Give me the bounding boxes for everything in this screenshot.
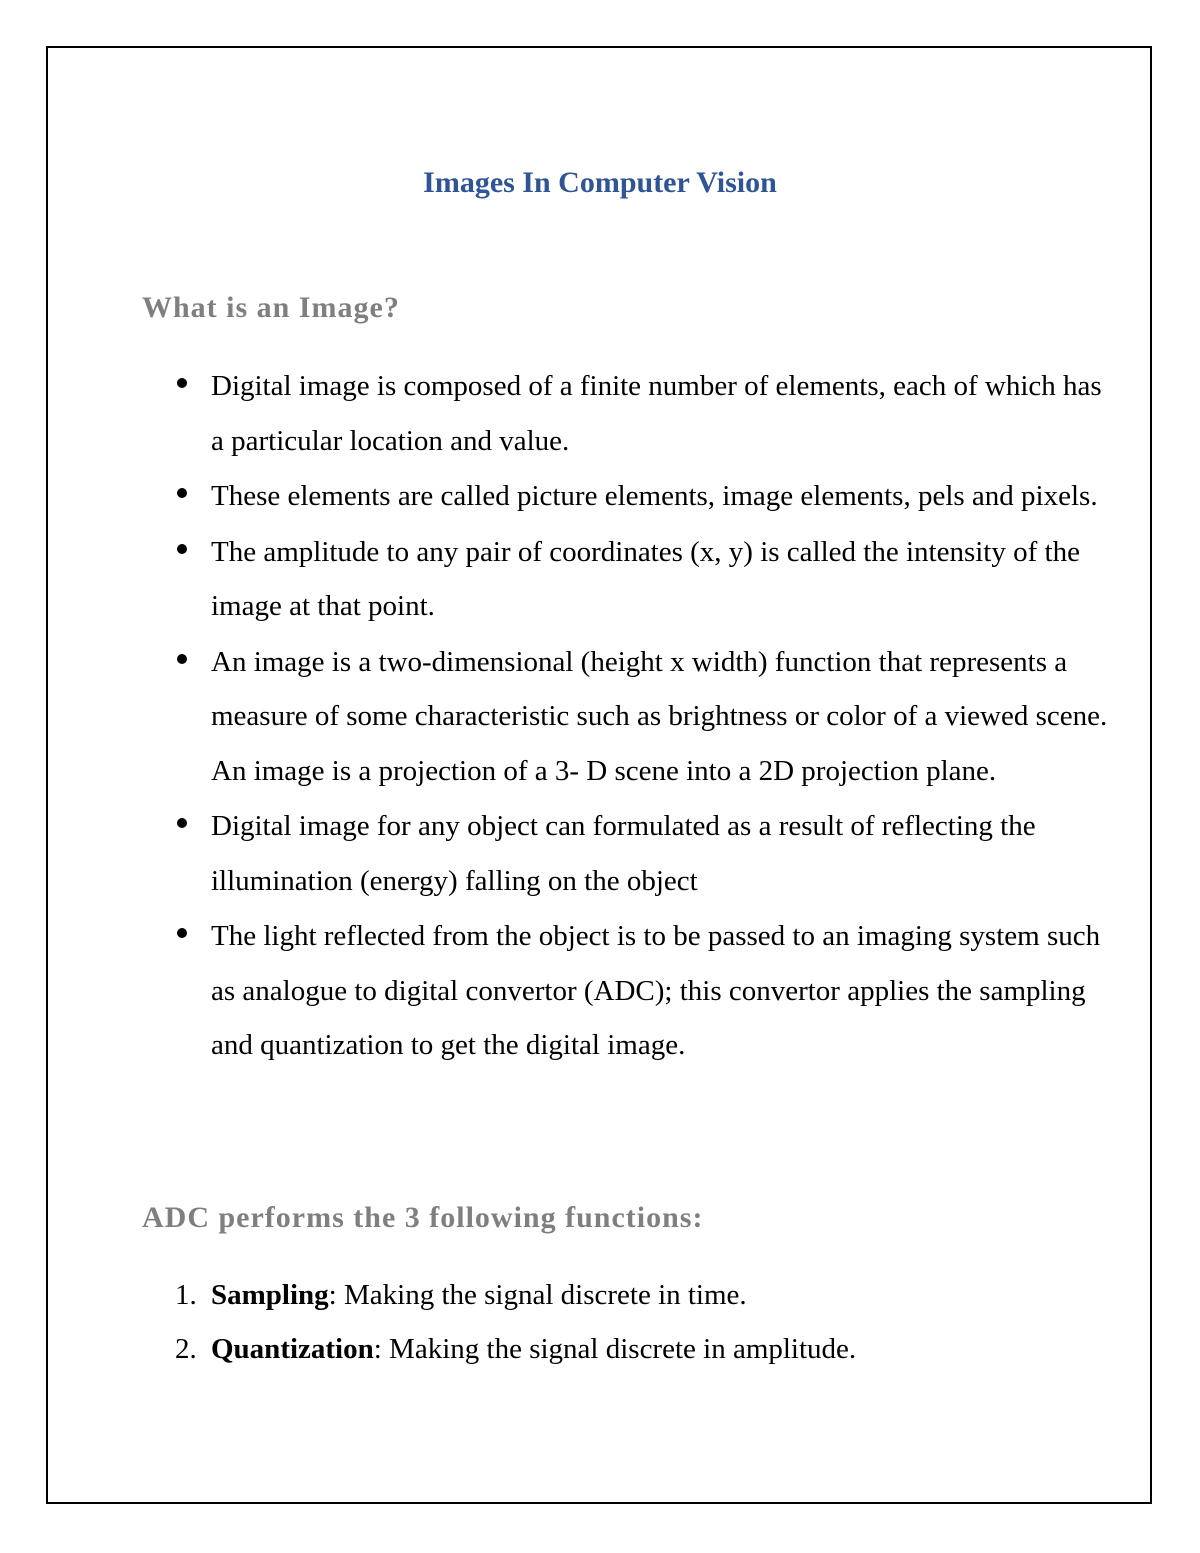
- list-item: [211, 909, 1111, 1073]
- item-description: : Making the signal discrete in amplitude.: [373, 1333, 857, 1365]
- list-item-text: Digital image is composed of a finite number of elements, each of which has a particular location and value.: [211, 370, 1102, 457]
- item-number: 1.: [175, 1279, 197, 1311]
- list-item: [211, 635, 1111, 799]
- list-item-text: An image is a two-dimensional (height x width) function that represents a measure of some characteristic such as brightness or color of a viewed scene. An image is a projection of a 3- D scene into a 2D projection plane.: [211, 645, 1108, 787]
- bullet-icon: [177, 544, 187, 554]
- list-item: [211, 469, 1111, 524]
- document-title: Images In Computer Vision: [423, 166, 777, 199]
- list-item: [211, 799, 1111, 908]
- list-item: [211, 359, 1111, 468]
- item-term: Quantization: [211, 1333, 374, 1365]
- list-item: [211, 525, 1111, 634]
- item-number: 2.: [175, 1333, 197, 1365]
- item-term: Sampling: [211, 1279, 329, 1311]
- list-item-text: The light reflected from the object is to be passed to an imaging system such as analogue to digital convertor (ADC); this convertor applies the sampling and quantization to get the digital image.: [211, 920, 1101, 1061]
- bullet-icon: [177, 928, 187, 938]
- list-item-text: The amplitude to any pair of coordinates (x, y) is called the intensity of the image at that point.: [211, 535, 1080, 622]
- section-heading-what-is-an-image: What is an Image?: [142, 291, 400, 324]
- bullet-icon: [177, 818, 187, 828]
- numbered-item: [175, 1322, 1111, 1376]
- item-description: : Making the signal discrete in time.: [328, 1279, 747, 1311]
- section-heading-adc-functions: ADC performs the 3 following functions:: [142, 1201, 704, 1234]
- numbered-list: [175, 1268, 1111, 1376]
- bullet-icon: [177, 488, 187, 498]
- bullet-icon: [177, 378, 187, 388]
- bullet-icon: [177, 654, 187, 664]
- bullet-list: [211, 359, 1111, 1074]
- list-item-text: Digital image for any object can formulated as a result of reflecting the illumination (energy) falling on the object: [211, 810, 1036, 897]
- list-item-text: These elements are called picture elements, image elements, pels and pixels.: [211, 480, 1098, 512]
- numbered-item: [175, 1268, 1111, 1322]
